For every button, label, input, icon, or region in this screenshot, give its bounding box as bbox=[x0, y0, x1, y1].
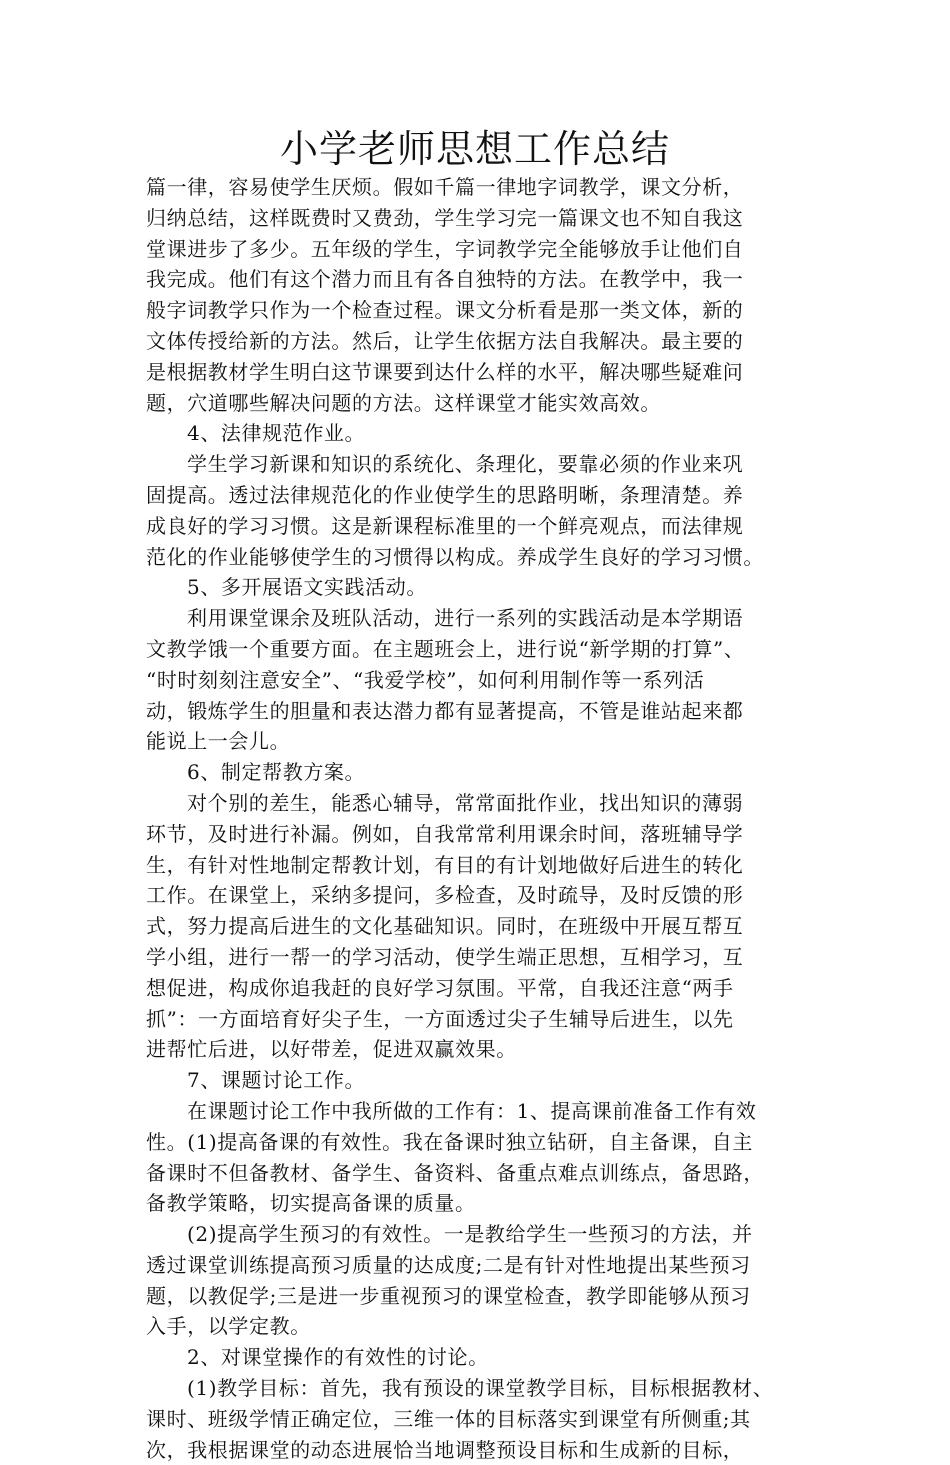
text-line: 学生学习新课和知识的系统化、条理化，要靠必须的作业来巩 bbox=[187, 452, 744, 477]
text-line: 文教学饿一个重要方面。在主题班会上，进行说“新学期的打算”、 bbox=[146, 636, 745, 661]
text-line: 生，有针对性地制定帮教计划，有目的有计划地做好后进生的转化 bbox=[146, 852, 744, 877]
text-line: 我完成。他们有这个潜力而且有各自独特的方法。在教学中，我一 bbox=[146, 267, 744, 292]
text-line: 式，努力提高后进生的文化基础知识。同时，在班级中开展互帮互 bbox=[146, 914, 744, 939]
document-title: 小学老师思想工作总结 bbox=[279, 127, 670, 171]
text-line: 文体传授给新的方法。然后，让学生依据方法自我解决。最主要的 bbox=[146, 328, 744, 353]
text-line: 动，锻炼学生的胆量和表达潜力都有显著提高，不管是谁站起来都 bbox=[146, 698, 744, 723]
text-line: 题，以教促学;三是进一步重视预习的课堂检查，教学即能够从预习 bbox=[146, 1283, 751, 1308]
text-line: 能说上一会儿。 bbox=[146, 729, 291, 754]
text-line: 般字词教学只作为一个检查过程。课文分析看是那一类文体，新的 bbox=[146, 298, 744, 323]
text-line: 7、课题讨论工作。 bbox=[187, 1068, 366, 1093]
text-line: 对个别的差生，能悉心辅导，常常面批作业，找出知识的薄弱 bbox=[187, 790, 744, 815]
text-line: 4、法律规范作业。 bbox=[187, 421, 366, 446]
text-line: 工作。在课堂上，采纳多提问，多检查，及时疏导，及时反馈的形 bbox=[146, 883, 744, 908]
text-line: 在课题讨论工作中我所做的工作有：1、提高课前准备工作有效 bbox=[187, 1098, 757, 1123]
text-line: “时时刻刻注意安全”、“我爱学校”，如何利用制作等一系列活 bbox=[146, 667, 705, 692]
text-line: 固提高。透过法律规范化的作业使学生的思路明晰，条理清楚。养 bbox=[146, 482, 744, 507]
text-line: 抓”：一方面培育好尖子生，一方面透过尖子生辅导后进生，以先 bbox=[146, 1006, 734, 1031]
text-line: 范化的作业能够使学生的习惯得以构成。养成学生良好的学习习惯。 bbox=[146, 544, 764, 569]
text-line: 成良好的学习习惯。这是新课程标准里的一个鲜亮观点，而法律规 bbox=[146, 513, 744, 538]
text-line: (2)提高学生预习的有效性。一是教给学生一些预习的方法，并 bbox=[187, 1222, 753, 1247]
text-line: 次，我根据课堂的动态进展恰当地调整预设目标和生成新的目标， bbox=[146, 1437, 744, 1462]
text-line: 6、制定帮教方案。 bbox=[187, 760, 366, 785]
text-line: 想促进，构成你追我赶的良好学习氛围。平常，自我还注意“两手 bbox=[146, 975, 734, 1000]
document-body bbox=[146, 172, 810, 1465]
text-line: 题，穴道哪些解决问题的方法。这样课堂才能实效高效。 bbox=[146, 390, 661, 415]
text-line: 2、对课堂操作的有效性的讨论。 bbox=[187, 1345, 489, 1370]
text-line: (1)教学目标：首先，我有预设的课堂教学目标，目标根据教材、 bbox=[187, 1376, 774, 1401]
text-line: 堂课进步了多少。五年级的学生，字词教学完全能够放手让他们自 bbox=[146, 236, 744, 261]
text-line: 备教学策略，切实提高备课的质量。 bbox=[146, 1191, 476, 1216]
text-line: 5、多开展语文实践活动。 bbox=[187, 575, 427, 600]
text-line: 学小组，进行一帮一的学习活动，使学生端正思想，互相学习，互 bbox=[146, 944, 744, 969]
text-line: 是根据教材学生明白这节课要到达什么样的水平，解决哪些疑难问 bbox=[146, 359, 744, 384]
text-line: 入手，以学定教。 bbox=[146, 1314, 311, 1339]
text-line: 利用课堂课余及班队活动，进行一系列的实践活动是本学期语 bbox=[187, 606, 744, 631]
text-line: 备课时不但备教材、备学生、备资料、备重点难点训练点，备思路， bbox=[146, 1160, 764, 1185]
text-line: 进帮忙后进，以好带差，促进双赢效果。 bbox=[146, 1037, 517, 1062]
text-line: 课时、班级学情正确定位，三维一体的目标落实到课堂有所侧重;其 bbox=[146, 1406, 751, 1431]
text-line: 透过课堂训练提高预习质量的达成度;二是有针对性地提出某些预习 bbox=[146, 1252, 751, 1277]
text-line: 篇一律，容易使学生厌烦。假如千篇一律地字词教学，课文分析， bbox=[146, 175, 744, 199]
text-line: 环节，及时进行补漏。例如，自我常常利用课余时间，落班辅导学 bbox=[146, 821, 744, 846]
text-line: 归纳总结，这样既费时又费劲，学生学习完一篇课文也不知自我这 bbox=[146, 205, 744, 230]
text-line: 性。(1)提高备课的有效性。我在备课时独立钻研，自主备课，自主 bbox=[146, 1129, 753, 1154]
